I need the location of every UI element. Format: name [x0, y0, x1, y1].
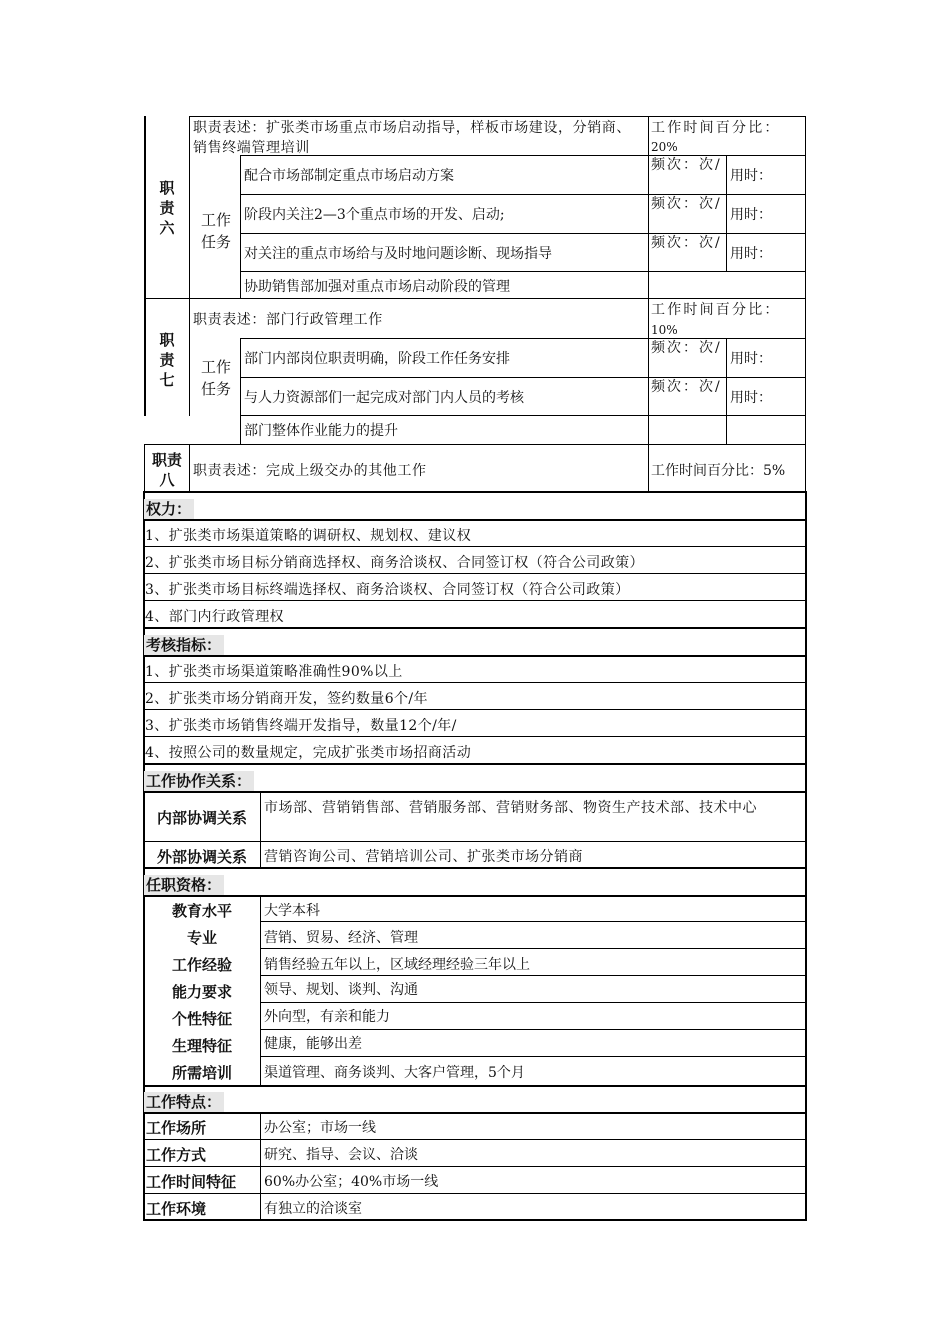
workplace-value: 办公室；市场一线 [264, 1120, 376, 1136]
duty6-label: 职 责 六 [159, 179, 175, 237]
duty6-task: 对关注的重点市场给与及时地问题诊断、现场指导 [244, 246, 552, 262]
divider [144, 627, 806, 629]
physical-label: 生理特征 [171, 1037, 232, 1055]
divider [144, 867, 806, 869]
divider [240, 194, 806, 195]
table-right-border [805, 116, 806, 492]
divider [240, 271, 806, 272]
divider [144, 600, 806, 601]
divider [144, 298, 806, 299]
kpi-item: 2、扩张类市场分销商开发，签约数量6个/年 [145, 691, 428, 707]
training-label: 所需培训 [171, 1064, 232, 1082]
divider [144, 1166, 806, 1167]
experience-value: 销售经验五年以上，区域经理经验三年以上 [264, 957, 530, 973]
duty6-task: 阶段内关注2—3个重点市场的开发、启动; [244, 207, 505, 223]
divider [260, 895, 261, 1086]
personality-label: 个性特征 [171, 1010, 232, 1028]
power-section-title: 权力： [144, 499, 194, 519]
kpi-item: 1、扩张类市场渠道策略准确性90%以上 [145, 664, 403, 680]
duty7-task: 与人力资源部们一起完成对部门内人员的考核 [244, 390, 524, 406]
divider [240, 338, 806, 339]
divider [240, 233, 806, 234]
work-environment-value: 有独立的洽谈室 [264, 1201, 362, 1217]
external-relation-label: 外部协调关系 [156, 848, 247, 866]
time-used-field: 用时： [730, 207, 772, 223]
frequency-field: 频次：次/ [651, 196, 722, 212]
divider [648, 116, 649, 492]
duty8-description: 职责表述：完成上级交办的其他工作 [193, 463, 427, 479]
divider [144, 763, 806, 765]
education-label: 教育水平 [171, 902, 232, 920]
divider [189, 298, 190, 416]
external-relation-value: 营销咨询公司、营销培训公司、扩张类市场分销商 [264, 849, 583, 865]
duty6-tasks-label: 工作 任务 [200, 211, 231, 251]
major-value: 营销、贸易、经济、管理 [264, 930, 418, 946]
cooperation-section-title: 工作协作关系： [144, 771, 254, 791]
divider [144, 444, 806, 445]
work-time-value: 60%办公室；40%市场一线 [264, 1174, 439, 1190]
divider [144, 1193, 806, 1194]
table-top-border [189, 116, 806, 117]
ability-value: 领导、规划、谈判、沟通 [264, 982, 418, 998]
duty7-tasks-label: 工作 任务 [200, 358, 231, 398]
divider [260, 948, 806, 949]
divider [240, 377, 806, 378]
kpi-item: 4、按照公司的数量规定，完成扩张类市场招商活动 [145, 745, 472, 761]
divider [144, 519, 806, 521]
work-mode-label: 工作方式 [146, 1146, 207, 1164]
time-used-field: 用时： [730, 390, 772, 406]
personality-value: 外向型，有亲和能力 [264, 1009, 390, 1025]
work-mode-value: 研究、指导、会议、洽谈 [264, 1147, 418, 1163]
divider [144, 573, 806, 574]
kpi-item: 3、扩张类市场销售终端开发指导，数量12个/年/ [145, 718, 457, 734]
duty7-time-value: 10% [651, 323, 678, 337]
table-bottom-border [143, 1219, 807, 1221]
internal-relation-value: 市场部、营销销售部、营销服务部、营销财务部、物资生产技术部、技术中心 [264, 800, 757, 816]
workplace-label: 工作场所 [146, 1119, 207, 1137]
work-environment-label: 工作环境 [146, 1200, 207, 1218]
duty6-time-label: 工作时间百分比： [651, 120, 781, 136]
qualification-section-title: 任职资格： [144, 875, 224, 895]
power-item: 3、扩张类市场目标终端选择权、商务洽谈权、合同签订权（符合公司政策） [145, 582, 630, 598]
power-item: 2、扩张类市场目标分销商选择权、商务洽谈权、合同签订权（符合公司政策） [145, 555, 644, 571]
divider [726, 155, 727, 272]
duty6-task: 协助销售部加强对重点市场启动阶段的管理 [244, 279, 510, 295]
divider [144, 491, 806, 493]
frequency-field: 频次：次/ [651, 340, 722, 356]
frequency-field: 频次：次/ [651, 157, 722, 173]
frequency-field: 频次：次/ [651, 379, 722, 395]
divider [260, 975, 806, 976]
work-time-label: 工作时间特征 [146, 1173, 237, 1191]
divider [260, 921, 806, 922]
duty6-task: 配合市场部制定重点市场启动方案 [244, 168, 454, 184]
divider [260, 1056, 806, 1057]
divider [189, 444, 190, 492]
power-item: 1、扩张类市场渠道策略的调研权、规划权、建议权 [145, 528, 472, 544]
duty7-task: 部门整体作业能力的提升 [244, 423, 398, 439]
divider [144, 1139, 806, 1140]
table-left-border [144, 116, 146, 416]
divider [260, 1029, 806, 1030]
divider [144, 1085, 806, 1087]
divider [144, 444, 145, 492]
time-used-field: 用时： [730, 246, 772, 262]
divider [240, 338, 241, 444]
divider [240, 415, 806, 416]
divider [144, 709, 806, 710]
divider [144, 1112, 806, 1114]
divider [189, 116, 190, 298]
features-section-title: 工作特点： [144, 1092, 224, 1112]
ability-label: 能力要求 [171, 983, 232, 1001]
divider [726, 338, 727, 444]
divider [144, 736, 806, 737]
divider [260, 1002, 806, 1003]
divider [144, 895, 806, 897]
physical-value: 健康，能够出差 [264, 1036, 362, 1052]
divider [260, 791, 261, 868]
training-value: 渠道管理、商务谈判、大客户管理，5个月 [264, 1065, 525, 1081]
education-value: 大学本科 [264, 903, 320, 919]
duty7-task: 部门内部岗位职责明确，阶段工作任务安排 [244, 351, 510, 367]
duty8-label: 职责 八 [151, 451, 182, 489]
duty7-description: 职责表述：部门行政管理工作 [193, 312, 383, 328]
divider [144, 655, 806, 657]
experience-label: 工作经验 [171, 956, 232, 974]
frequency-field: 频次：次/ [651, 235, 722, 251]
divider [240, 155, 241, 298]
divider [144, 791, 806, 793]
divider [144, 546, 806, 547]
duty6-description: 职责表述：扩张类市场重点市场启动指导，样板市场建设，分销商、销售终端管理培训 [193, 120, 631, 156]
duty7-label: 职 责 七 [159, 331, 175, 389]
internal-relation-label: 内部协调关系 [156, 809, 247, 827]
kpi-section-title: 考核指标： [144, 635, 224, 655]
divider [144, 682, 806, 683]
duty7-time-label: 工作时间百分比： [651, 302, 781, 318]
major-label: 专业 [186, 929, 217, 947]
duty8-time: 工作时间百分比：5% [651, 463, 786, 479]
divider [144, 841, 806, 842]
time-used-field: 用时： [730, 351, 772, 367]
power-item: 4、部门内行政管理权 [145, 609, 284, 625]
time-used-field: 用时： [730, 168, 772, 184]
duty6-time-value: 20% [651, 140, 678, 154]
